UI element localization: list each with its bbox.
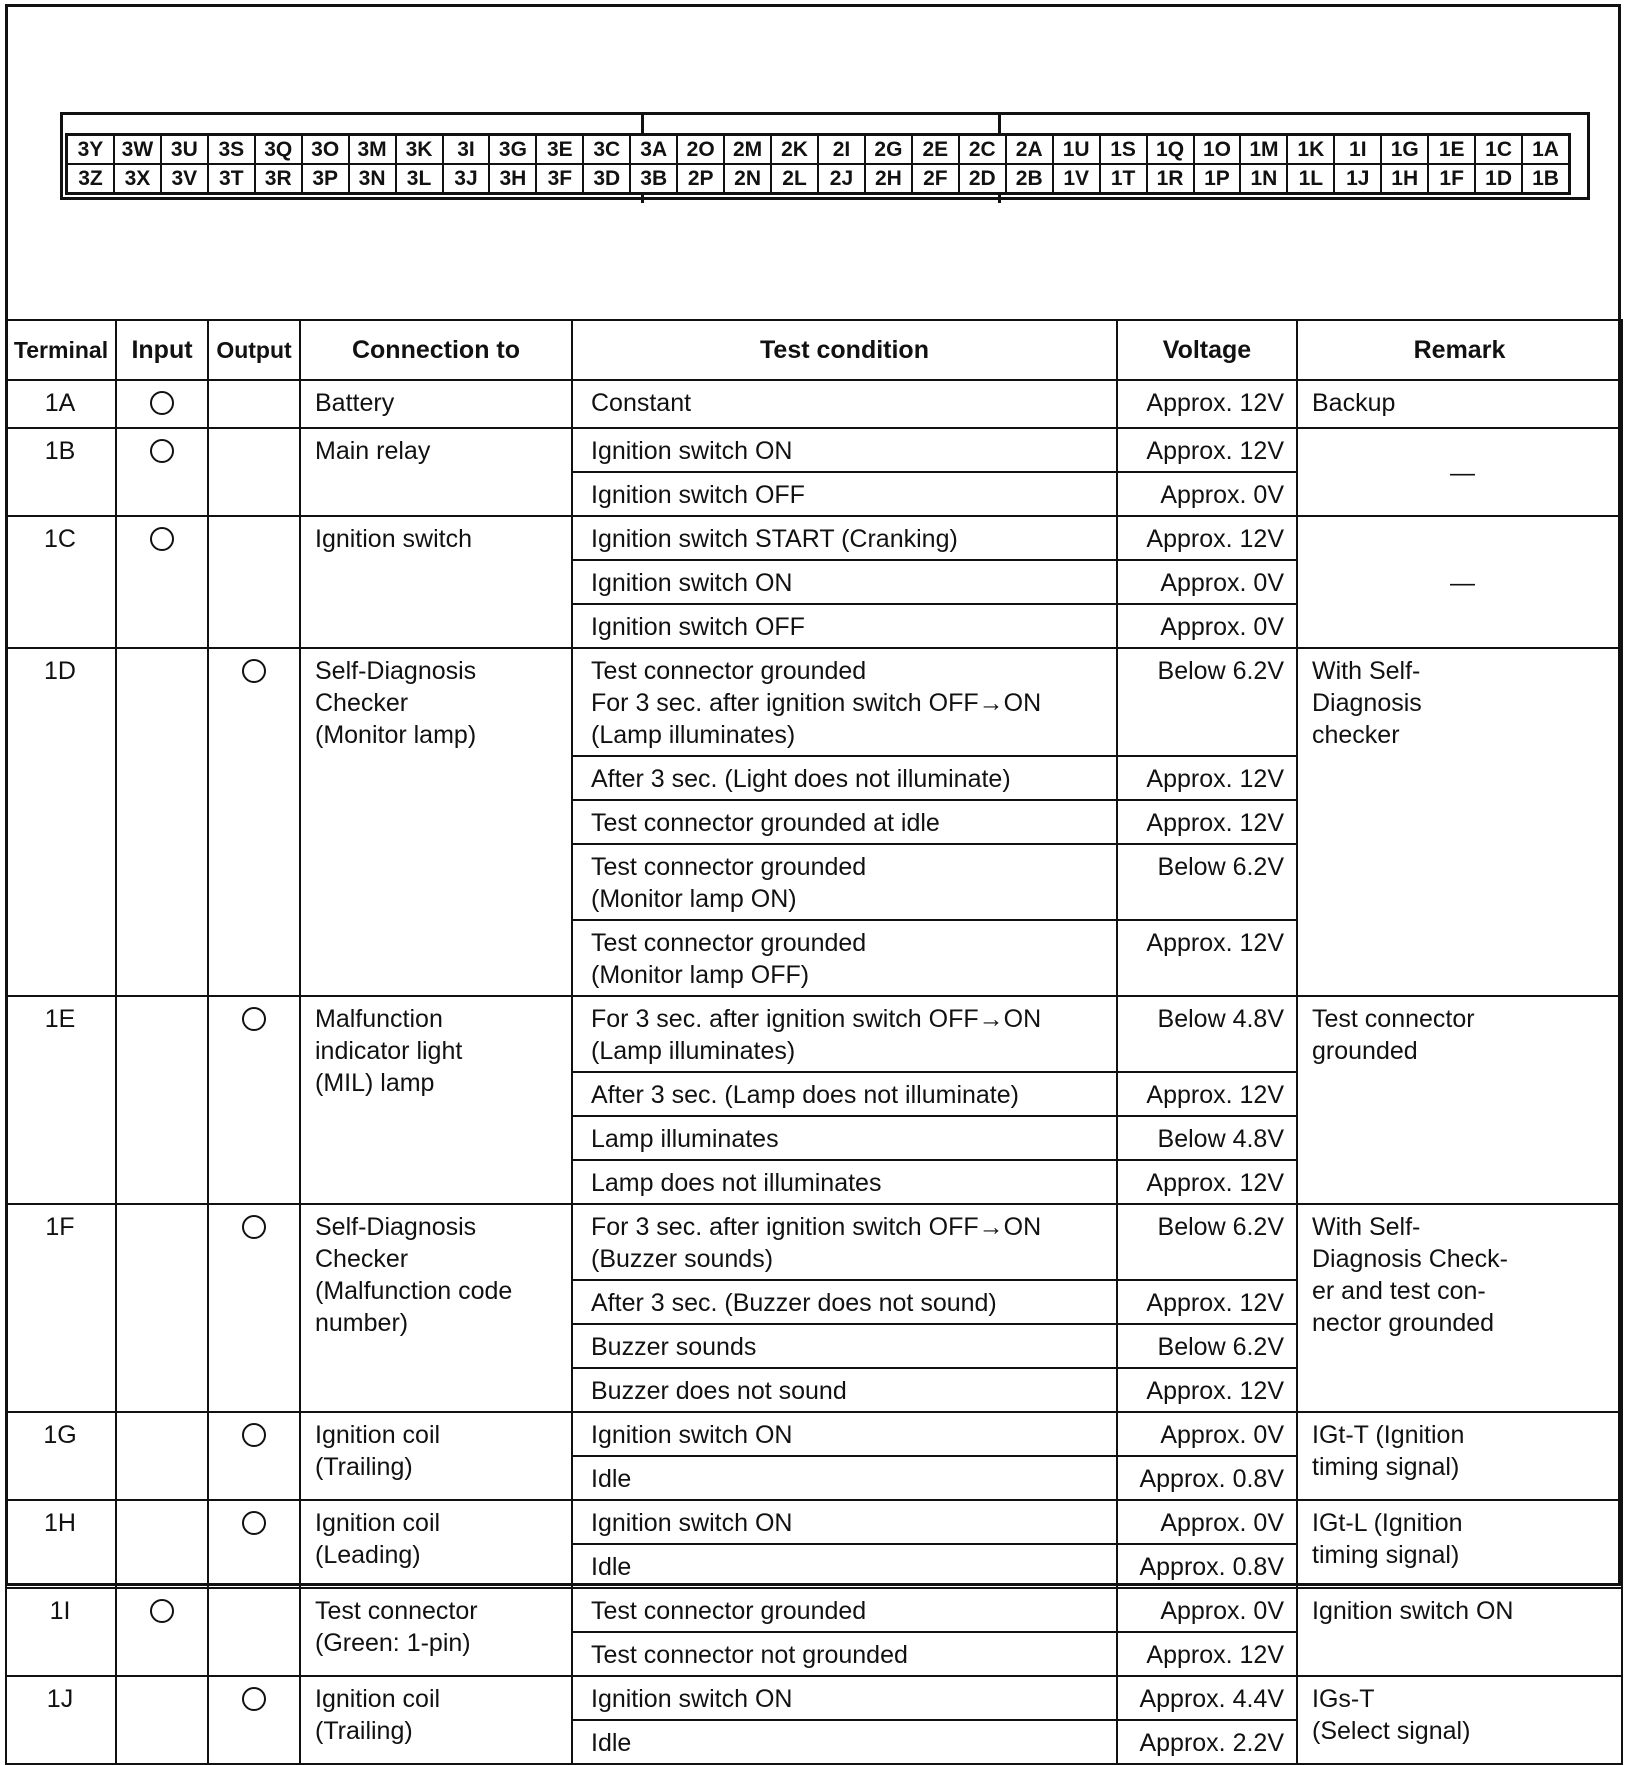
header-connection: Connection to [300, 320, 572, 380]
test-condition-cell [572, 996, 1117, 1072]
connector-pin: 2E [912, 135, 959, 164]
text-line: Main relay [315, 437, 431, 465]
voltage-cell: Approx. 12V [1117, 1280, 1297, 1324]
test-condition-cell [572, 428, 1117, 472]
test-condition-cell [572, 1412, 1117, 1456]
table-row [6, 1204, 1622, 1280]
table-row [6, 428, 1622, 472]
test-condition-cell [572, 1072, 1117, 1116]
test-condition-cell [572, 1544, 1117, 1588]
text-line: Test connector not grounded [591, 1641, 908, 1669]
connector-pin: 1L [1287, 164, 1334, 193]
voltage-cell: Approx. 0V [1117, 560, 1297, 604]
voltage-cell: Approx. 12V [1117, 756, 1297, 800]
connector-pin: 1I [1334, 135, 1381, 164]
text-line: After 3 sec. (Light does not illuminate) [591, 765, 1011, 793]
connector-pin: 3E [536, 135, 583, 164]
text-line: Ignition switch ON [591, 569, 793, 597]
text-line: Ignition switch ON [591, 1685, 793, 1713]
table-row [6, 516, 1622, 560]
table-row [6, 1676, 1622, 1720]
connection-cell [300, 380, 572, 428]
connector-pin: 3S [208, 135, 255, 164]
connector-divider-left-bottom [641, 195, 644, 203]
text-line: Lamp illuminates [591, 1125, 779, 1153]
connector-pin: 1G [1381, 135, 1428, 164]
circle-icon [242, 1423, 266, 1447]
text-line: — [1450, 459, 1475, 487]
test-condition-cell [572, 756, 1117, 800]
table-row [6, 996, 1622, 1072]
connector-pin: 3J [443, 164, 490, 193]
test-condition-cell [572, 844, 1117, 920]
voltage-cell: Below 4.8V [1117, 996, 1297, 1072]
text-line: (Trailing) [315, 1717, 413, 1745]
connector-pin: 3F [536, 164, 583, 193]
test-condition-cell [572, 1456, 1117, 1500]
table-body [6, 380, 1622, 1764]
input-cell [116, 1676, 208, 1764]
text-line: Ignition switch ON [1312, 1597, 1514, 1625]
test-condition-cell [572, 1676, 1117, 1720]
text-line: timing signal) [1312, 1453, 1460, 1481]
voltage-cell: Approx. 4.4V [1117, 1676, 1297, 1720]
text-line: (Lamp illuminates) [591, 1037, 796, 1065]
text-line: Ignition switch OFF [591, 481, 805, 509]
input-cell [116, 1204, 208, 1412]
connection-cell [300, 1588, 572, 1676]
text-line: Self-Diagnosis [315, 657, 477, 685]
connector-pin: 1C [1475, 135, 1522, 164]
connector-pin: 3V [161, 164, 208, 193]
connector-pin: 2G [865, 135, 912, 164]
voltage-cell: Below 6.2V [1117, 1324, 1297, 1368]
connector-pin: 1V [1053, 164, 1100, 193]
input-cell [116, 380, 208, 428]
text-line: Diagnosis [1312, 689, 1422, 717]
test-condition-cell [572, 1280, 1117, 1324]
connector-pin: 1H [1381, 164, 1428, 193]
voltage-cell: Approx. 12V [1117, 428, 1297, 472]
terminal-cell: 1B [6, 428, 116, 516]
connector-pin: 3A [630, 135, 677, 164]
output-cell [208, 1204, 300, 1412]
terminal-cell: 1H [6, 1500, 116, 1588]
connector-pin: 3W [114, 135, 161, 164]
text-line: Diagnosis Check- [1312, 1245, 1508, 1273]
text-line: number) [315, 1309, 409, 1337]
connection-cell [300, 1500, 572, 1588]
text-line: er and test con- [1312, 1277, 1486, 1305]
circle-icon [150, 439, 174, 463]
text-line: Test connector grounded [591, 657, 867, 685]
table-row [6, 648, 1622, 756]
test-condition-cell [572, 560, 1117, 604]
header-input: Input [116, 320, 208, 380]
circle-icon [242, 1687, 266, 1711]
connector-pin: 1T [1100, 164, 1147, 193]
terminal-cell: 1J [6, 1676, 116, 1764]
connector-pin: 3G [489, 135, 536, 164]
circle-icon [150, 1599, 174, 1623]
connector-pin: 1R [1147, 164, 1194, 193]
text-line: checker [1312, 721, 1400, 749]
voltage-cell: Approx. 0.8V [1117, 1544, 1297, 1588]
connector-pin: 1Q [1147, 135, 1194, 164]
terminal-cell: 1A [6, 380, 116, 428]
text-line: Ignition switch ON [591, 1509, 793, 1537]
text-line: (MIL) lamp [315, 1069, 435, 1097]
text-line: Ignition switch OFF [591, 613, 805, 641]
text-line: Buzzer sounds [591, 1333, 757, 1361]
connector-divider-left [641, 115, 644, 133]
test-condition-cell [572, 1324, 1117, 1368]
connector-pin: 3K [396, 135, 443, 164]
text-line: nector grounded [1312, 1309, 1495, 1337]
terminal-cell: 1F [6, 1204, 116, 1412]
text-line: IGs-T [1312, 1685, 1375, 1713]
connector-pin: 3Q [255, 135, 302, 164]
table-row [6, 1412, 1622, 1456]
text-line: Idle [591, 1729, 632, 1757]
circle-icon [242, 1511, 266, 1535]
circle-icon [242, 1215, 266, 1239]
connector-pin: 3T [208, 164, 255, 193]
connector-pin: 2I [818, 135, 865, 164]
connector-pin: 1P [1194, 164, 1241, 193]
connector-pin: 3L [396, 164, 443, 193]
remark-cell [1297, 428, 1622, 516]
text-line: (Leading) [315, 1541, 421, 1569]
test-condition-cell [572, 516, 1117, 560]
test-condition-cell [572, 1116, 1117, 1160]
connector-pin: 3Z [67, 164, 114, 193]
text-line: Buzzer does not sound [591, 1377, 847, 1405]
text-line: (Trailing) [315, 1453, 413, 1481]
connector-pin: 3I [443, 135, 490, 164]
voltage-cell: Below 6.2V [1117, 1204, 1297, 1280]
voltage-cell: Approx. 12V [1117, 1632, 1297, 1676]
connection-cell [300, 648, 572, 996]
connector-pin: 1B [1522, 164, 1569, 193]
connector-pin: 3N [349, 164, 396, 193]
connector-pin: 1N [1240, 164, 1287, 193]
connector-diagram [60, 112, 1590, 200]
text-line: Idle [591, 1465, 632, 1493]
output-cell [208, 1588, 300, 1676]
text-line: (Monitor lamp OFF) [591, 961, 810, 989]
connector-pin: 1K [1287, 135, 1334, 164]
terminal-cell: 1G [6, 1412, 116, 1500]
input-cell [116, 1588, 208, 1676]
connector-pin: 3R [255, 164, 302, 193]
test-condition-cell [572, 1368, 1117, 1412]
connector-pin: 1S [1100, 135, 1147, 164]
voltage-cell: Approx. 12V [1117, 920, 1297, 996]
voltage-cell: Approx. 0V [1117, 1500, 1297, 1544]
text-line: (Malfunction code [315, 1277, 513, 1305]
voltage-cell: Below 4.8V [1117, 1116, 1297, 1160]
test-condition-cell [572, 1500, 1117, 1544]
test-condition-cell [572, 920, 1117, 996]
header-terminal: Terminal [6, 320, 116, 380]
text-line: Test connector [1312, 1005, 1475, 1033]
text-line: Lamp does not illuminates [591, 1169, 882, 1197]
remark-cell [1297, 380, 1622, 428]
text-line: Ignition switch ON [591, 1421, 793, 1449]
connector-pin: 3U [161, 135, 208, 164]
voltage-cell: Approx. 12V [1117, 380, 1297, 428]
remark-cell [1297, 1204, 1622, 1412]
text-line: Idle [591, 1553, 632, 1581]
text-line: (Buzzer sounds) [591, 1245, 774, 1273]
connection-cell [300, 428, 572, 516]
text-line: Constant [591, 389, 692, 417]
voltage-cell: Approx. 0V [1117, 1412, 1297, 1456]
connector-pin: 2O [677, 135, 724, 164]
text-line: Checker [315, 1245, 409, 1273]
text-line: With Self- [1312, 1213, 1421, 1241]
header-row [6, 320, 1622, 380]
voltage-cell: Approx. 12V [1117, 1160, 1297, 1204]
text-line: Battery [315, 389, 395, 417]
connector-pin: 2F [912, 164, 959, 193]
connector-pin: 3B [630, 164, 677, 193]
connector-pin: 3M [349, 135, 396, 164]
table-row [6, 1500, 1622, 1544]
text-line: timing signal) [1312, 1541, 1460, 1569]
connector-pin: 1D [1475, 164, 1522, 193]
test-condition-cell [572, 648, 1117, 756]
table-row [6, 380, 1622, 428]
text-line: Test connector grounded [591, 1597, 867, 1625]
text-line: (Monitor lamp ON) [591, 885, 797, 913]
connector-pin: 1M [1240, 135, 1287, 164]
test-condition-cell [572, 1588, 1117, 1632]
connector-pin: 2H [865, 164, 912, 193]
connector-pin: 2C [959, 135, 1006, 164]
connector-pin: 2J [818, 164, 865, 193]
remark-cell [1297, 1500, 1622, 1588]
remark-cell [1297, 1676, 1622, 1764]
text-line: grounded [1312, 1037, 1418, 1065]
connector-pin: 1O [1194, 135, 1241, 164]
connector-pin: 2A [1006, 135, 1053, 164]
terminal-cell: 1C [6, 516, 116, 648]
output-cell [208, 648, 300, 996]
output-cell [208, 1412, 300, 1500]
connection-cell [300, 1412, 572, 1500]
text-line: (Monitor lamp) [315, 721, 477, 749]
connector-pin: 1J [1334, 164, 1381, 193]
connection-cell [300, 1204, 572, 1412]
output-cell [208, 1676, 300, 1764]
connector-pin: 3H [489, 164, 536, 193]
text-line: Test connector [315, 1597, 478, 1625]
text-line: With Self- [1312, 657, 1421, 685]
output-cell [208, 516, 300, 648]
header-remark: Remark [1297, 320, 1622, 380]
circle-icon [242, 1007, 266, 1031]
connector-pin: 3X [114, 164, 161, 193]
circle-icon [150, 527, 174, 551]
text-line: Ignition switch [315, 525, 473, 553]
input-cell [116, 648, 208, 996]
terminal-cell: 1D [6, 648, 116, 996]
text-line: Ignition switch ON [591, 437, 793, 465]
header-voltage: Voltage [1117, 320, 1297, 380]
text-line: After 3 sec. (Lamp does not illuminate) [591, 1081, 1019, 1109]
header-output: Output [208, 320, 300, 380]
text-line: Ignition switch START (Cranking) [591, 525, 958, 553]
test-condition-cell [572, 1720, 1117, 1764]
connector-pin: 3D [583, 164, 630, 193]
text-line: Ignition coil [315, 1509, 441, 1537]
input-cell [116, 428, 208, 516]
connector-pin: 3O [302, 135, 349, 164]
text-line: IGt-T (Ignition [1312, 1421, 1465, 1449]
connection-cell [300, 996, 572, 1204]
test-condition-cell [572, 1160, 1117, 1204]
test-condition-cell [572, 380, 1117, 428]
connector-pin: 1E [1428, 135, 1475, 164]
text-line: IGt-L (Ignition [1312, 1509, 1463, 1537]
text-line: Backup [1312, 389, 1396, 417]
text-line: For 3 sec. after ignition switch OFF→ON [591, 1005, 1042, 1033]
text-line: Ignition coil [315, 1421, 441, 1449]
connector-pin: 1F [1428, 164, 1475, 193]
text-line: (Green: 1-pin) [315, 1629, 471, 1657]
voltage-cell: Approx. 0V [1117, 1588, 1297, 1632]
output-cell [208, 380, 300, 428]
text-line: Self-Diagnosis [315, 1213, 477, 1241]
remark-cell [1297, 648, 1622, 996]
test-condition-cell [572, 1204, 1117, 1280]
connector-pin: 2N [724, 164, 771, 193]
output-cell [208, 996, 300, 1204]
connector-pin: 2M [724, 135, 771, 164]
test-condition-cell [572, 1632, 1117, 1676]
output-cell [208, 1500, 300, 1588]
connector-pin: 3Y [67, 135, 114, 164]
text-line: (Select signal) [1312, 1717, 1471, 1745]
connector-pin: 3P [302, 164, 349, 193]
input-cell [116, 516, 208, 648]
connector-pin: 1U [1053, 135, 1100, 164]
text-line: Ignition coil [315, 1685, 441, 1713]
text-line: indicator light [315, 1037, 463, 1065]
terminal-table [5, 319, 1623, 1765]
text-line: Test connector grounded [591, 929, 867, 957]
voltage-cell: Approx. 12V [1117, 516, 1297, 560]
voltage-cell: Approx. 12V [1117, 1368, 1297, 1412]
connector-pin: 2P [677, 164, 724, 193]
connector-divider-right [998, 115, 1001, 133]
text-line: Malfunction [315, 1005, 443, 1033]
input-cell [116, 996, 208, 1204]
text-line: (Lamp illuminates) [591, 721, 796, 749]
text-line: For 3 sec. after ignition switch OFF→ON [591, 1213, 1042, 1241]
text-line: Test connector grounded [591, 853, 867, 881]
test-condition-cell [572, 472, 1117, 516]
voltage-cell: Approx. 0.8V [1117, 1456, 1297, 1500]
connector-pin: 2D [959, 164, 1006, 193]
table-row [6, 1588, 1622, 1632]
voltage-cell: Approx. 0V [1117, 472, 1297, 516]
circle-icon [150, 391, 174, 415]
remark-cell [1297, 1412, 1622, 1500]
test-condition-cell [572, 604, 1117, 648]
remark-cell [1297, 516, 1622, 648]
input-cell [116, 1500, 208, 1588]
voltage-cell: Approx. 12V [1117, 1072, 1297, 1116]
output-cell [208, 428, 300, 516]
voltage-cell: Approx. 2.2V [1117, 1720, 1297, 1764]
input-cell [116, 1412, 208, 1500]
connector-pin: 2L [771, 164, 818, 193]
terminal-cell: 1E [6, 996, 116, 1204]
connection-cell [300, 516, 572, 648]
voltage-cell: Approx. 12V [1117, 800, 1297, 844]
text-line: For 3 sec. after ignition switch OFF→ON [591, 689, 1042, 717]
text-line: Test connector grounded at idle [591, 809, 940, 837]
circle-icon [242, 659, 266, 683]
connector-pin: 2K [771, 135, 818, 164]
remark-cell [1297, 1588, 1622, 1676]
connector-pin: 1A [1522, 135, 1569, 164]
connection-cell [300, 1676, 572, 1764]
text-line: — [1450, 569, 1475, 597]
remark-cell [1297, 996, 1622, 1204]
connector-pin-grid [65, 133, 1571, 195]
header-test-condition: Test condition [572, 320, 1117, 380]
terminal-cell: 1I [6, 1588, 116, 1676]
voltage-cell: Approx. 0V [1117, 604, 1297, 648]
connector-pin: 2B [1006, 164, 1053, 193]
connector-pin: 3C [583, 135, 630, 164]
voltage-cell: Below 6.2V [1117, 844, 1297, 920]
text-line: After 3 sec. (Buzzer does not sound) [591, 1289, 997, 1317]
voltage-cell: Below 6.2V [1117, 648, 1297, 756]
test-condition-cell [572, 800, 1117, 844]
text-line: Checker [315, 689, 409, 717]
connector-divider-right-bottom [998, 195, 1001, 203]
